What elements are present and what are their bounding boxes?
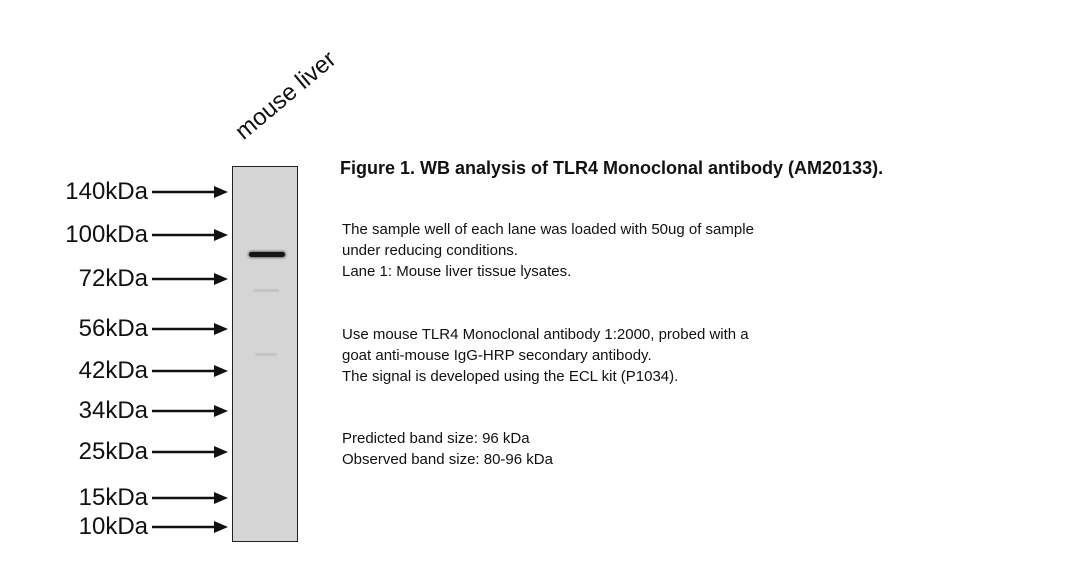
arrow-right-icon (152, 488, 228, 508)
sample-description (342, 219, 754, 282)
marker-label: 10kDa (78, 513, 148, 540)
text-line: goat anti-mouse IgG-HRP secondary antibody. (342, 347, 652, 364)
arrow-right-icon (152, 361, 228, 381)
faint-band (253, 289, 279, 292)
marker-42kda (0, 357, 232, 385)
text-line: The sample well of each lane was loaded with 50ug of sample (342, 221, 754, 238)
marker-25kda (0, 438, 232, 466)
marker-label: 34kDa (78, 397, 148, 424)
faint-band (255, 353, 277, 356)
marker-56kda (0, 315, 232, 343)
marker-15kda (0, 484, 232, 512)
blot-lane (232, 166, 298, 542)
marker-140kda (0, 178, 232, 206)
arrow-right-icon (152, 269, 228, 289)
arrow-right-icon (152, 182, 228, 202)
text-line: The signal is developed using the ECL kit (P1034). (342, 368, 679, 385)
band-size-info (342, 428, 553, 470)
text-line: under reducing conditions. (342, 242, 518, 259)
text-line: Use mouse TLR4 Monoclonal antibody 1:2000, probed with a (342, 326, 749, 343)
marker-34kda (0, 397, 232, 425)
arrow-right-icon (152, 401, 228, 421)
marker-label: 56kDa (78, 315, 148, 342)
lane-label: mouse liver (230, 45, 342, 146)
marker-label: 100kDa (65, 221, 148, 248)
marker-label: 25kDa (78, 438, 148, 465)
marker-10kda (0, 513, 232, 541)
text-line: Observed band size: 80-96 kDa (342, 451, 553, 468)
arrow-right-icon (152, 225, 228, 245)
arrow-right-icon (152, 319, 228, 339)
text-line: Lane 1: Mouse liver tissue lysates. (342, 263, 572, 280)
text-line: Predicted band size: 96 kDa (342, 430, 530, 447)
arrow-right-icon (152, 517, 228, 537)
antibody-description (342, 324, 749, 387)
marker-label: 140kDa (65, 178, 148, 205)
arrow-right-icon (152, 442, 228, 462)
marker-72kda (0, 265, 232, 293)
figure-caption: Figure 1. WB analysis of TLR4 Monoclonal antibody (AM20133). (340, 158, 884, 178)
marker-label: 72kDa (78, 265, 148, 292)
protein-band (249, 252, 285, 257)
marker-label: 42kDa (78, 357, 148, 384)
marker-100kda (0, 221, 232, 249)
marker-label: 15kDa (78, 484, 148, 511)
